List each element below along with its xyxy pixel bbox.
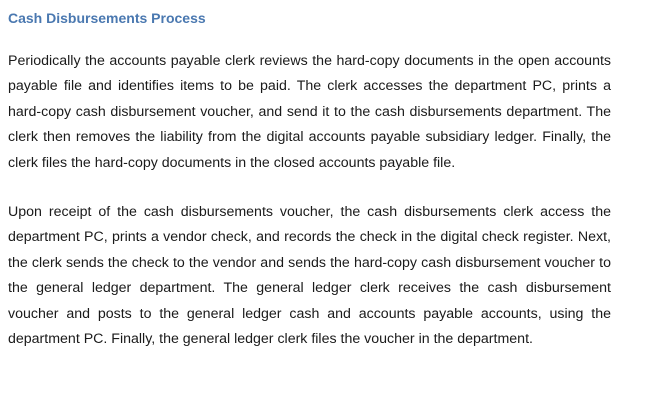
section-title: Cash Disbursements Process xyxy=(8,10,206,26)
paragraph-accounts-payable: Periodically the accounts payable clerk reviews the hard-copy documents in the open accounts payable file and identifies items to be paid. The clerk accesses the department PC, prints a hard-copy cash disbursement voucher, and send it to the cash disbursements department. The clerk then removes the liability from the digital accounts payable subsidiary ledger. Finally, the clerk files the hard-copy documents in the closed accounts payable file. xyxy=(8,53,611,171)
paragraph-cash-disbursements: Upon receipt of the cash disbursements voucher, the cash disbursements clerk access the department PC, prints a vendor check, and records the check in the digital check register. Next, the clerk sends the check to the vendor and sends the hard-copy cash disbursement voucher to the general ledger department. The general ledger clerk receives the cash disbursement voucher and posts to the general ledger cash and accounts payable accounts, using the department PC. Finally, the general ledger clerk files the voucher in the department. xyxy=(8,204,611,348)
